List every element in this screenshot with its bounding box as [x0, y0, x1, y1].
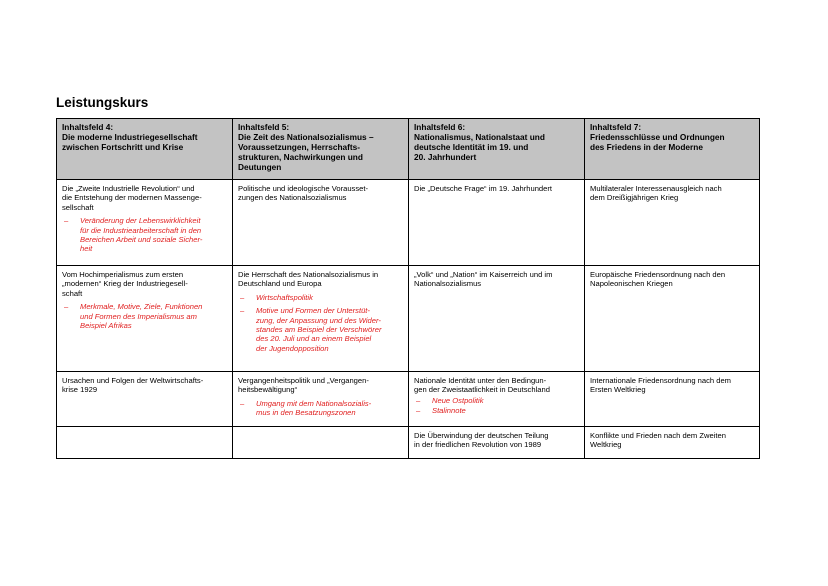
sub-item-line: heit [80, 244, 93, 254]
header-cell [57, 119, 233, 180]
sub-item-line: Beispiel Afrikas [80, 321, 132, 331]
sub-item-list [238, 399, 403, 418]
table-cell [233, 266, 409, 372]
header-line: Nationalismus, Nationalstaat und [414, 132, 545, 142]
header-cell [585, 119, 760, 180]
cell-line: in der friedlichen Revolution von 1989 [414, 440, 542, 450]
cell-line: Vergangenheitspolitik und „Vergangen- [238, 376, 369, 385]
cell-text [590, 270, 754, 289]
table-row [57, 180, 760, 266]
table-cell [409, 266, 585, 372]
cell-text [238, 376, 403, 395]
header-line: strukturen, Nachwirkungen und [238, 152, 363, 162]
cell-line: die Entstehung der modernen Massenge- [62, 193, 202, 203]
cell-text [590, 431, 754, 450]
header-line: Die moderne Industriegesellschaft [62, 132, 198, 142]
cell-line: Europäische Friedensordnung nach den [590, 270, 726, 279]
cell-text [414, 376, 579, 395]
table-cell [233, 372, 409, 427]
table-cell [585, 372, 760, 427]
sub-item-line: und Formen des Imperialismus am [80, 311, 197, 321]
table-cell [409, 427, 585, 459]
header-line: Voraussetzungen, Herrschafts- [238, 142, 361, 152]
header-line: Inhaltsfeld 7: [590, 122, 642, 132]
cell-text [62, 184, 227, 212]
header-line: Inhaltsfeld 6: [414, 122, 466, 132]
cell-text [238, 184, 403, 203]
table-row [57, 266, 760, 372]
dash-bullet-icon: – [416, 406, 421, 416]
header-line: des Friedens in der Moderne [590, 142, 703, 152]
sub-item-line: Veränderung der Lebenswirklichkeit [80, 216, 201, 226]
sub-item-line: Stalinnote [432, 406, 466, 416]
cell-line: gen der Zweistaatlichkeit in Deutschland [414, 385, 550, 395]
cell-text [238, 270, 403, 289]
cell-line: heitsbewältigung“ [238, 385, 298, 395]
cell-text [414, 431, 579, 450]
cell-line: Nationalsozialismus [414, 279, 482, 289]
sub-item-list [62, 302, 227, 330]
table-cell [233, 180, 409, 266]
sub-item [238, 399, 403, 418]
table-cell [409, 372, 585, 427]
sub-item [414, 396, 579, 405]
sub-item-line: mus in den Besatzungszonen [256, 408, 356, 418]
dash-bullet-icon: – [64, 302, 69, 312]
cell-line: Die Überwindung der deutschen Teilung [414, 431, 549, 440]
dash-bullet-icon: – [240, 292, 245, 302]
cell-line: dem Dreißigjährigen Krieg [590, 193, 679, 203]
sub-item [238, 293, 403, 302]
dash-bullet-icon: – [416, 395, 421, 405]
sub-item [62, 302, 227, 330]
cell-text [590, 184, 754, 203]
table-cell [585, 427, 760, 459]
sub-item-list [414, 396, 579, 416]
sub-item-list [62, 216, 227, 254]
sub-item-line: standes am Beispiel der Verschwörer [256, 325, 382, 335]
header-line: Deutungen [238, 162, 282, 172]
cell-line: Die „Zweite Industrielle Revolution“ und [62, 184, 195, 193]
header-line: deutsche Identität im 19. und [414, 142, 529, 152]
sub-item-line: für die Industriearbeiterschaft in den [80, 225, 202, 235]
sub-item [62, 216, 227, 254]
table-cell [57, 372, 233, 427]
dash-bullet-icon: – [64, 216, 69, 226]
dash-bullet-icon: – [240, 306, 245, 316]
sub-item-line: Neue Ostpolitik [432, 395, 484, 405]
table-cell [57, 266, 233, 372]
table-cell [585, 180, 760, 266]
sub-item-line: zung, der Anpassung und des Wider- [256, 315, 381, 325]
table-header-row [57, 119, 760, 180]
cell-line: Die „Deutsche Frage“ im 19. Jahrhundert [414, 184, 553, 193]
sub-item-line: Merkmale, Motive, Ziele, Funktionen [80, 302, 203, 312]
cell-text [414, 184, 579, 193]
sub-item-line: Bereichen Arbeit und soziale Sicher- [80, 235, 203, 245]
table-cell [585, 266, 760, 372]
cell-line: Nationale Identität unter den Bedingun- [414, 376, 547, 385]
table-cell [57, 427, 233, 459]
cell-line: Ersten Weltkrieg [590, 385, 646, 395]
sub-item-list [238, 293, 403, 353]
cell-line: Die Herrschaft des Nationalsozialismus in [238, 270, 379, 279]
cell-text [414, 270, 579, 289]
cell-line: Deutschland und Europa [238, 279, 322, 289]
header-line: Die Zeit des Nationalsozialismus – [238, 132, 374, 142]
table-cell [233, 427, 409, 459]
header-cell [233, 119, 409, 180]
cell-text [590, 376, 754, 395]
header-line: Inhaltsfeld 5: [238, 122, 290, 132]
header-line: zwischen Fortschritt und Krise [62, 142, 184, 152]
sub-item-line: der Jugendopposition [256, 343, 329, 353]
cell-line: Weltkrieg [590, 440, 622, 450]
header-cell [409, 119, 585, 180]
cell-line: „Volk“ und „Nation“ im Kaiserreich und im [414, 270, 553, 279]
cell-text [62, 270, 227, 298]
page-title: Leistungskurs [56, 95, 149, 110]
sub-item-line: des 20. Juli und an einem Beispiel [256, 334, 372, 344]
cell-line: Politische und ideologische Vorausset- [238, 184, 369, 193]
cell-line: Vom Hochimperialismus zum ersten [62, 270, 184, 279]
cell-text [62, 376, 227, 395]
cell-line: Multilateraler Interessenausgleich nach [590, 184, 722, 193]
table-cell [57, 180, 233, 266]
cell-line: krise 1929 [62, 385, 98, 395]
sub-item-line: Motive und Formen der Unterstüt- [256, 306, 370, 316]
cell-line: „modernen“ Krieg der Industriegesell- [62, 279, 188, 289]
cell-line: sellschaft [62, 202, 94, 212]
table-row [57, 372, 760, 427]
header-line: Inhaltsfeld 4: [62, 122, 114, 132]
sub-item [238, 306, 403, 353]
cell-line: Konflikte und Frieden nach dem Zweiten [590, 431, 726, 440]
table-cell [409, 180, 585, 266]
cell-line: schaft [62, 288, 83, 298]
sub-item-line: Wirtschaftspolitik [256, 292, 313, 302]
sub-item [414, 406, 579, 415]
curriculum-table [56, 118, 760, 459]
cell-line: Napoleonischen Kriegen [590, 279, 673, 289]
sub-item-line: Umgang mit dem Nationalsozialis- [256, 398, 372, 408]
header-line: Friedensschlüsse und Ordnungen [590, 132, 725, 142]
table-row [57, 427, 760, 459]
cell-line: Ursachen und Folgen der Weltwirtschafts- [62, 376, 204, 385]
cell-line: Internationale Friedensordnung nach dem [590, 376, 731, 385]
cell-line: zungen des Nationalsozialismus [238, 193, 347, 203]
header-line: 20. Jahrhundert [414, 152, 477, 162]
dash-bullet-icon: – [240, 398, 245, 408]
